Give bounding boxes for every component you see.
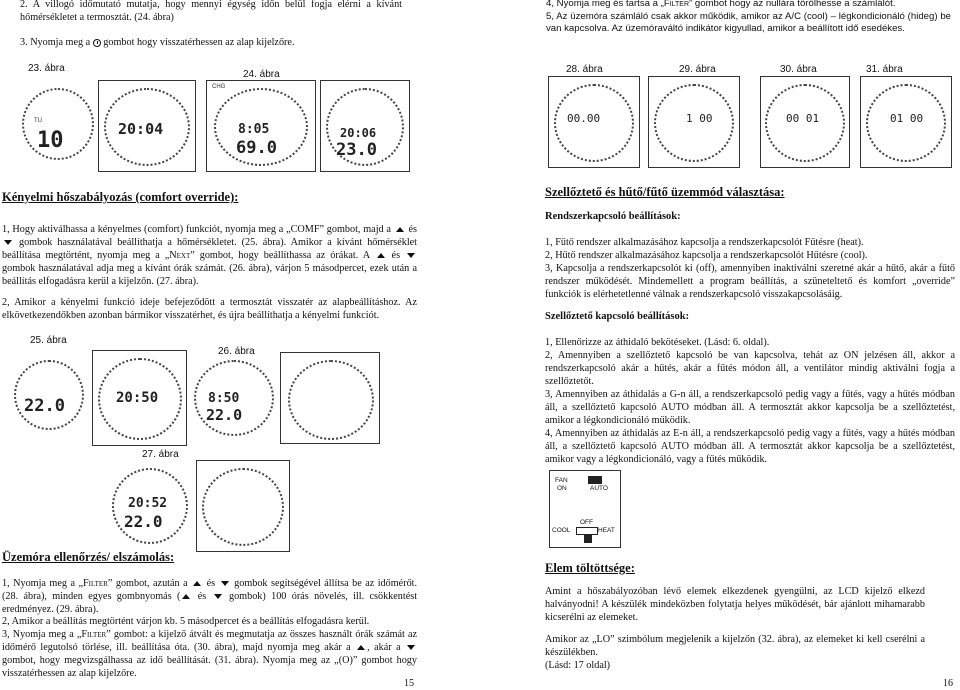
figure-label: 26. ábra bbox=[218, 346, 255, 357]
time-readout: 20:52 bbox=[128, 496, 168, 511]
up-arrow-icon bbox=[396, 227, 404, 232]
down-arrow-icon bbox=[214, 594, 222, 599]
down-arrow-icon bbox=[4, 240, 12, 245]
time-readout: 20:06 bbox=[340, 126, 377, 140]
temperature-readout: 10 bbox=[37, 128, 64, 153]
figure-label: 31. ábra bbox=[866, 64, 903, 75]
temperature-readout: 22.0 bbox=[206, 406, 243, 424]
lcd-indicator: CHG bbox=[212, 84, 226, 90]
hour-counter-readout: 1 00 bbox=[686, 112, 713, 125]
switch-label-off: OFF bbox=[580, 519, 593, 526]
hour-meter-paragraph-3: 3, Nyomja meg a „Filter” gombot: a kijelző átvált és megmutatja az összes használt órák számát az időmérő legutolsó törlése, ill. beállítása óta. (30. ábra), majd nyomja meg akár a , akár a gombot, hogy megvizsgálhassa az idő beállítását. (31. ábra). Nyomja meg az „(O)” gombot hogy visszatérhessen az alap kijelzőre. bbox=[2, 629, 417, 680]
right-item-5: 5, Az üzemóra számláló csak akkor működik, amikor az A/C (cool) – légkondicionáló (hideg) be van kapcsolva. Az üzemóraváltó indikátor kigyullad, amikor a beállított idő esedékes. bbox=[546, 11, 951, 35]
system-switch-subheading: Rendszerkapcsoló beállítások: bbox=[545, 211, 681, 222]
thermostat-dial bbox=[202, 468, 284, 546]
system-switch-item: 1, Fűtő rendszer alkalmazásához kapcsolja a rendszerkapcsolót Fűtésre (heat). bbox=[545, 237, 864, 248]
time-readout: 20:04 bbox=[118, 120, 164, 138]
battery-heading: Elem töltöttsége: bbox=[545, 561, 635, 575]
up-arrow-icon bbox=[357, 645, 365, 650]
up-arrow-icon bbox=[377, 253, 385, 258]
system-switch-item: 3, Kapcsolja a rendszerkapcsolót ki (off), amennyiben inaktiválni szeretné akár a hűtő, akár a fűtő rendszer működését. Mindemellett a program beállítás, a szüneteltető és komfort „override” funkciók is elérhetetlenné válnak a rendszerkapcsoló visszakapcsolásáig. bbox=[545, 263, 955, 301]
switch-label-on: ON bbox=[557, 485, 567, 492]
hour-counter-readout: 00 01 bbox=[786, 112, 820, 125]
up-arrow-icon bbox=[182, 594, 190, 599]
thermostat-dial bbox=[288, 360, 374, 440]
down-arrow-icon bbox=[221, 581, 229, 586]
figure-label: 29. ábra bbox=[679, 64, 716, 75]
battery-paragraph-2: Amikor az „LO” szimbólum megjelenik a kijelzőn (32. ábra), az elemeket ki kell cserélni a készülékben. bbox=[545, 634, 925, 659]
figure-label: 27. ábra bbox=[142, 449, 179, 460]
fan-switch-list bbox=[545, 336, 955, 466]
fan-switch-item: 4, Amennyiben az áthidalás az E-n áll, a rendszerkapcsoló pedig vagy a fűtés, vagy a hűtés módban áll, a szellőztető kapcsoló AUTO módban áll. A termosztát akkor kapcsolja be a szellőztetést, amikor vagy a légkondicionáló, vagy a fűtés működik. bbox=[545, 428, 955, 466]
fan-switch-item: 3, Amennyiben az áthidalás a G-n áll, a rendszerkapcsoló pedig vagy a fűtés, vagy a hűtés módban áll, a szellőztető kapcsoló AUTO módban áll. A termosztát akkor kapcsolja be a szellőztetést, amikor a légkondicionáló működik. bbox=[545, 389, 955, 427]
hour-meter-heading: Üzemóra ellenőrzés/ elszámolás: bbox=[2, 550, 175, 564]
left-item-2: 2. A villogó időmutató mutatja, hogy mennyi égység időn belül fogja elérni a kívánt hőmérsékletet a termosztát. (24. ábra) bbox=[20, 0, 402, 24]
temperature-readout: 23.0 bbox=[336, 140, 377, 160]
system-switch-slider bbox=[584, 535, 592, 543]
battery-paragraph-3: (Lásd: 17 oldal) bbox=[545, 660, 611, 671]
system-switch-track bbox=[576, 527, 598, 535]
fan-switch-item: 1, Ellenőrizze az áthidaló bekötéseket. (Lásd: 6. oldal). bbox=[545, 337, 770, 348]
time-readout: 8:50 bbox=[208, 391, 240, 406]
down-arrow-icon bbox=[407, 645, 415, 650]
time-readout: 8:05 bbox=[238, 122, 270, 137]
down-arrow-icon bbox=[407, 253, 415, 258]
switch-label-heat: HEAT bbox=[598, 527, 615, 534]
figure-label: 30. ábra bbox=[780, 64, 817, 75]
time-readout: 20:50 bbox=[116, 390, 159, 406]
comfort-paragraph-1: 1, Hogy aktiválhassa a kényelmes (comfort) funkciót, nyomja meg a „COMF” gombot, majd a és gombok használatával beállíthatja a hőmérsékletet. (25. ábra). Amikor a kívánt hőmérséklet beállítása megtörtént, nyomja meg a „Next” gombot, hogy beállíthassa az órákat. A és gombok használatával adja meg a kívánt órák számát. (26. ábra), várjon 5 másodpercet, ezek után a beállítás elfogadásra kerül a kijelzőn. (27. ábra). bbox=[2, 224, 417, 288]
thermostat-dial bbox=[14, 360, 84, 430]
switch-diagram bbox=[549, 470, 621, 548]
switch-label-fan: FAN bbox=[555, 477, 568, 484]
fan-switch-slider bbox=[588, 476, 602, 484]
right-item-4: 4, Nyomja meg és tartsa a „Filter” gombot hogy az nullára törölhesse a számlálót. bbox=[546, 0, 896, 9]
figure-label: 24. ábra bbox=[243, 69, 280, 80]
system-switch-list bbox=[545, 236, 955, 301]
figure-label: 23. ábra bbox=[28, 63, 65, 74]
figure-label: 28. ábra bbox=[566, 64, 603, 75]
temperature-readout: 22.0 bbox=[24, 396, 65, 416]
fan-mode-heading: Szellőztető és hűtő/fűtő üzemmód választása: bbox=[545, 185, 785, 199]
temperature-readout: 22.0 bbox=[124, 512, 163, 531]
system-switch-item: 2, Hűtő rendszer alkalmazásához kapcsolja a rendszerkapcsolót Hűtésre (cool). bbox=[545, 250, 868, 262]
page-number-right: 16 bbox=[943, 678, 953, 689]
page-number-left: 15 bbox=[404, 678, 414, 689]
comfort-paragraph-2: 2, Amikor a kényelmi funkció ideje befejeződött a termosztát visszatér az alapbeállításhoz. Az elkövetkezendőkben azonban bármikor visszatérhet, és újra beállíthatja a kényelmi funkciót. bbox=[2, 297, 417, 322]
fan-switch-subheading: Szellőztető kapcsoló beállítások: bbox=[545, 311, 690, 322]
switch-label-auto: AUTO bbox=[590, 485, 608, 492]
figure-label: 25. ábra bbox=[30, 335, 67, 346]
clock-icon bbox=[93, 39, 101, 47]
hour-counter-readout: 01 00 bbox=[890, 112, 924, 125]
hour-meter-paragraph-2: 2, Amikor a beállítás megtörtént várjon kb. 5 másodpercet és a beállítás elfogadásra kerül. bbox=[2, 616, 370, 627]
hour-meter-paragraph-1: 1, Nyomja meg a „Filter” gombot, azután a és gombok segítségével állítsa be az időmérőt. (28. ábra), minden egyes gombnyomás ( és gombok) 100 órás növelés, ill. csökkentést eredményez. (29. ábra). bbox=[2, 578, 418, 616]
battery-paragraph-1: Amint a hőszabályozóban lévő elemek elkezdenek gyengülni, az LCD kijelző elkezd halványodni! A készülék mindeközben folytatja helyes működését, bár ajánlott mihamarabb kicserélni az elemeket. bbox=[545, 586, 925, 624]
up-arrow-icon bbox=[193, 581, 201, 586]
switch-label-cool: COOL bbox=[552, 527, 571, 534]
fan-switch-item: 2, Amennyiben a szellőztető kapcsoló be van kapcsolva, tehát az ON jelzésen áll, akkor a rendszerkapcsoló akár a hűtés, akár a fűtés módon áll, a ventilátor mindig aktiválni fogja a szellőztetőt. bbox=[545, 350, 955, 388]
day-label: TU bbox=[34, 118, 42, 124]
left-item-3: 3. Nyomja meg a gombot hogy visszatérhessen az alap kijelzőre. bbox=[20, 37, 295, 48]
hour-counter-readout: 00.00 bbox=[567, 112, 601, 125]
temperature-readout: 69.0 bbox=[236, 138, 277, 158]
comfort-heading: Kényelmi hőszabályozás (comfort override): bbox=[2, 190, 239, 204]
